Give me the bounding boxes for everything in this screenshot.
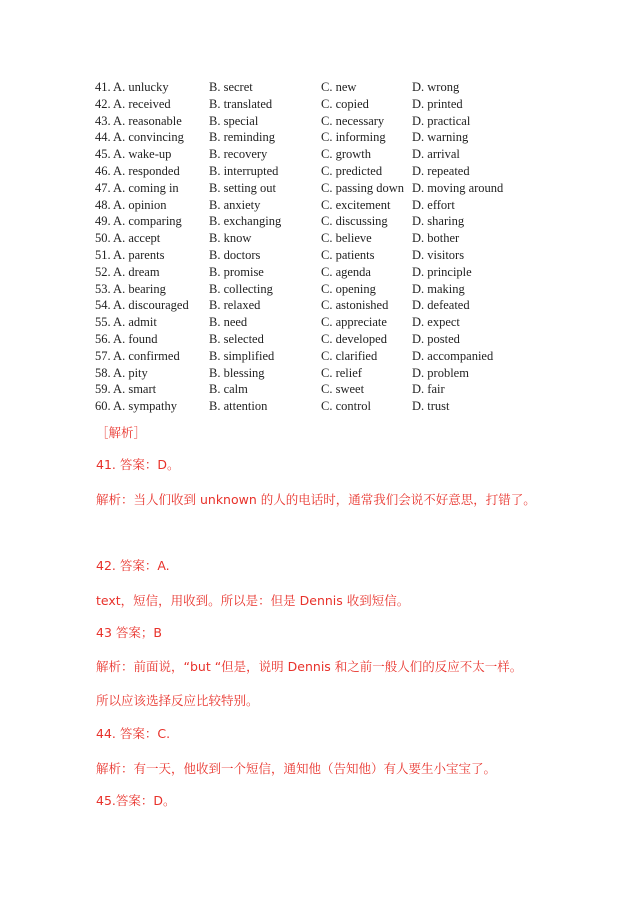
option-row xyxy=(95,113,522,130)
option-d: D. making xyxy=(412,281,465,296)
option-c: C. predicted xyxy=(321,163,383,178)
option-c: C. necessary xyxy=(321,113,385,128)
option-d: D. moving around xyxy=(412,180,504,195)
option-d: D. bother xyxy=(412,231,460,246)
option-c: C. new xyxy=(321,80,357,94)
option-a: 58. A. pity xyxy=(95,365,148,380)
option-a: 54. A. discouraged xyxy=(95,298,189,313)
option-a: 55. A. admit xyxy=(95,315,157,330)
option-row xyxy=(95,365,522,382)
option-row xyxy=(95,398,522,415)
option-c: C. copied xyxy=(321,96,369,111)
option-row xyxy=(95,213,522,230)
option-row xyxy=(95,314,522,331)
option-d: D. accompanied xyxy=(412,348,494,363)
explanation-43: 解析：前面说，“but “但是，说明 Dennis 和之前一般人们的反应不太一样。 xyxy=(96,659,523,674)
option-b: B. exchanging xyxy=(209,214,282,229)
options-table xyxy=(95,79,522,415)
option-d: D. arrival xyxy=(412,147,460,162)
option-a: 52. A. dream xyxy=(95,264,160,279)
option-c: C. passing down xyxy=(321,180,404,195)
option-a: 60. A. sympathy xyxy=(95,399,177,414)
option-d: D. principle xyxy=(412,264,472,279)
answer-41: 41. 答案：D。 xyxy=(96,457,180,472)
option-c: C. opening xyxy=(321,281,376,296)
option-d: D. problem xyxy=(412,365,469,380)
option-c: C. informing xyxy=(321,130,386,145)
answer-43: 43 答案；B xyxy=(96,625,162,640)
explanation-41: 解析：当人们收到 unknown 的人的电话时，通常我们会说不好意思，打错了。 xyxy=(96,492,536,507)
option-b: B. attention xyxy=(209,399,268,414)
option-b: B. collecting xyxy=(209,281,273,296)
option-row xyxy=(95,381,522,398)
option-b: B. know xyxy=(209,231,252,246)
option-a: 46. A. responded xyxy=(95,163,180,178)
option-b: B. interrupted xyxy=(209,163,279,178)
option-row xyxy=(95,348,522,365)
option-b: B. promise xyxy=(209,264,264,279)
option-c: C. clarified xyxy=(321,348,378,363)
option-b: B. blessing xyxy=(209,365,265,380)
option-a: 57. A. confirmed xyxy=(95,348,180,363)
option-d: D. fair xyxy=(412,382,445,397)
option-a: 48. A. opinion xyxy=(95,197,167,212)
option-d: D. repeated xyxy=(412,163,470,178)
option-b: B. doctors xyxy=(209,247,261,262)
option-b: B. calm xyxy=(209,382,248,397)
option-d: D. defeated xyxy=(412,298,470,313)
option-a: 42. A. received xyxy=(95,96,171,111)
option-a: 41. A. unlucky xyxy=(95,80,169,94)
option-b: B. simplified xyxy=(209,348,275,363)
option-b: B. recovery xyxy=(209,147,268,162)
option-row xyxy=(95,180,522,197)
option-d: D. trust xyxy=(412,399,450,414)
option-d: D. sharing xyxy=(412,214,465,229)
option-c: C. developed xyxy=(321,331,387,346)
option-c: C. sweet xyxy=(321,382,365,397)
option-row xyxy=(95,129,522,146)
option-d: D. warning xyxy=(412,130,469,145)
answer-42: 42. 答案：A. xyxy=(96,558,170,573)
option-row xyxy=(95,331,522,348)
option-row xyxy=(95,247,522,264)
option-b: B. need xyxy=(209,315,248,330)
answer-45: 45.答案：D。 xyxy=(96,793,176,808)
option-b: B. special xyxy=(209,113,259,128)
option-a: 51. A. parents xyxy=(95,247,165,262)
option-c: C. patients xyxy=(321,247,375,262)
option-c: C. growth xyxy=(321,147,371,162)
option-row xyxy=(95,230,522,247)
option-row xyxy=(95,163,522,180)
option-b: B. relaxed xyxy=(209,298,261,313)
option-d: D. practical xyxy=(412,113,471,128)
option-c: C. agenda xyxy=(321,264,371,279)
option-a: 53. A. bearing xyxy=(95,281,166,296)
option-row xyxy=(95,264,522,281)
option-a: 50. A. accept xyxy=(95,231,161,246)
option-c: C. believe xyxy=(321,231,372,246)
option-a: 47. A. coming in xyxy=(95,180,179,195)
explanation-44: 解析：有一天，他收到一个短信，通知他（告知他）有人要生小宝宝了。 xyxy=(96,761,497,776)
explanation-42: text，短信，用收到。所以是：但是 Dennis 收到短信。 xyxy=(96,593,410,608)
option-d: D. effort xyxy=(412,197,455,212)
option-a: 43. A. reasonable xyxy=(95,113,182,128)
option-d: D. visitors xyxy=(412,247,465,262)
option-row xyxy=(95,146,522,163)
option-a: 49. A. comparing xyxy=(95,214,182,229)
option-c: C. astonished xyxy=(321,298,389,313)
option-b: B. anxiety xyxy=(209,197,261,212)
option-d: D. expect xyxy=(412,315,460,330)
option-row xyxy=(95,297,522,314)
option-a: 45. A. wake-up xyxy=(95,147,172,162)
option-c: C. relief xyxy=(321,365,362,380)
option-row xyxy=(95,96,522,113)
option-a: 56. A. found xyxy=(95,331,158,346)
option-row xyxy=(95,79,522,96)
option-c: C. control xyxy=(321,399,371,414)
option-b: B. reminding xyxy=(209,130,275,145)
option-c: C. excitement xyxy=(321,197,391,212)
option-d: D. wrong xyxy=(412,80,460,94)
option-d: D. posted xyxy=(412,331,460,346)
option-c: C. discussing xyxy=(321,214,388,229)
explanation-43-continued: 所以应该选择反应比较特别。 xyxy=(96,693,259,708)
answer-44: 44. 答案：C. xyxy=(96,726,171,741)
section-label: ［解析］ xyxy=(96,425,147,440)
option-b: B. secret xyxy=(209,80,253,94)
option-b: B. translated xyxy=(209,96,273,111)
option-a: 44. A. convincing xyxy=(95,130,184,145)
option-row xyxy=(95,281,522,298)
option-b: B. setting out xyxy=(209,180,277,195)
option-c: C. appreciate xyxy=(321,315,387,330)
option-a: 59. A. smart xyxy=(95,382,157,397)
option-row xyxy=(95,197,522,214)
option-d: D. printed xyxy=(412,96,463,111)
option-b: B. selected xyxy=(209,331,264,346)
